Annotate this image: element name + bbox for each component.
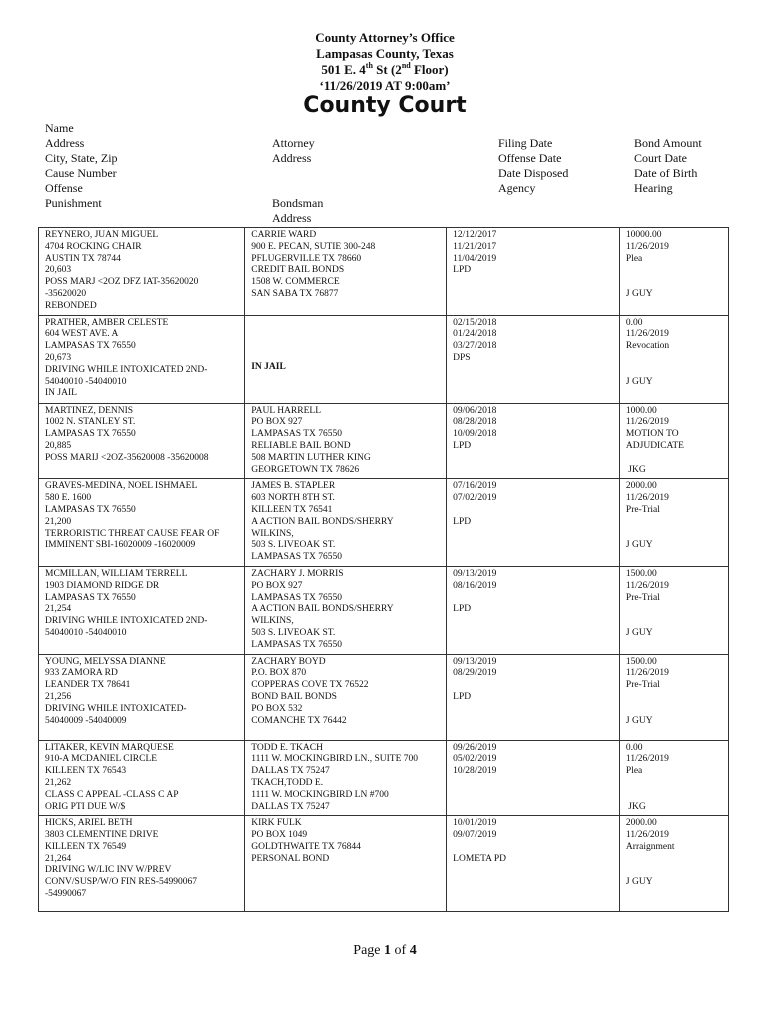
case-row: [39, 403, 729, 479]
defendant-line: 1903 DIAMOND RIDGE DR: [45, 580, 160, 591]
bond-line: [626, 365, 722, 377]
attorney-line: 1111 W. MOCKINGBIRD LN #700: [251, 789, 389, 800]
attorney-line: LAMPASAS TX 76550: [251, 592, 343, 603]
docket-datetime: ‘11/26/2019 AT 9:00am’: [319, 78, 451, 93]
bond-line: MOTION TO: [625, 429, 679, 440]
dates-line: [453, 680, 613, 692]
defendant-cell: [39, 479, 245, 567]
attorney-line: ZACHARY BOYD: [251, 656, 326, 667]
bond-line: Pre-Trial: [625, 680, 660, 691]
column-label: Date Disposed: [498, 166, 569, 180]
defendant-line: 1002 N. STANLEY ST.: [45, 417, 136, 428]
case-row: [39, 654, 729, 740]
bond-line: [626, 865, 722, 877]
office-name: County Attorney’s Office: [315, 30, 455, 45]
defendant-line: REYNERO, JUAN MIGUEL: [45, 230, 159, 240]
bond-line: Plea: [625, 766, 643, 777]
attorney-line: COMANCHE TX 76442: [251, 715, 347, 726]
defendant-line: 21,200: [45, 516, 72, 527]
attorney-cell: [245, 740, 447, 816]
attorney-line: A ACTION BAIL BONDS/SHERRY: [251, 516, 394, 527]
bond-line: 0.00: [625, 317, 643, 328]
defendant-line: 21,256: [45, 691, 72, 702]
bond-line: [626, 265, 722, 277]
defendant-line: KILLEEN TX 76543: [45, 766, 127, 777]
dates-line: LPD: [453, 604, 472, 615]
attorney-cell: [245, 654, 447, 740]
attorney-line: CREDIT BAIL BONDS: [251, 265, 345, 276]
bond-line: J GUY: [625, 288, 653, 299]
dates-line: 08/28/2018: [453, 417, 497, 428]
col-header-defendant: [45, 121, 118, 211]
attorney-line: JAMES B. STAPLER: [251, 481, 336, 492]
bond-line: [626, 692, 722, 704]
defendant-line: CLASS C APPEAL -CLASS C AP: [45, 789, 179, 800]
column-label: [272, 166, 323, 181]
dates-line: [453, 842, 613, 854]
column-label: Address: [45, 136, 85, 150]
defendant-cell: [39, 654, 245, 740]
defendant-line: 54040010 -54040010: [45, 627, 127, 638]
bond-line: J GUY: [625, 715, 653, 726]
column-label: Bondsman: [272, 196, 324, 210]
defendant-line: 21,262: [45, 777, 72, 788]
defendant-line: 933 ZAMORA RD: [45, 668, 118, 679]
bond-line: [626, 854, 722, 866]
bond-line: J GUY: [625, 627, 653, 638]
dates-line: 07/16/2019: [453, 481, 497, 492]
bond-line: Arraignment: [625, 841, 675, 852]
attorney-line: WILKINS,: [251, 616, 294, 627]
column-label: Agency: [498, 181, 536, 195]
bond-line: Plea: [625, 253, 643, 264]
defendant-line: MARTINEZ, DENNIS: [45, 405, 134, 416]
bond-line: J GUY: [625, 540, 653, 551]
dates-line: 09/13/2019: [453, 656, 497, 667]
bond-cell: [619, 479, 728, 567]
case-row: [39, 479, 729, 567]
defendant-line: DRIVING WHILE INTOXICATED-: [45, 703, 187, 714]
col-header-bond: [634, 136, 702, 196]
dates-line: 10/01/2019: [453, 818, 497, 829]
dates-line: 09/13/2019: [453, 568, 497, 579]
attorney-line: PO BOX 532: [251, 703, 303, 714]
column-label: Address: [272, 151, 312, 165]
bond-line: J GUY: [625, 877, 653, 888]
attorney-line: TODD E. TKACH: [251, 742, 323, 753]
bond-line: 11/26/2019: [625, 329, 669, 340]
dates-line: 08/16/2019: [453, 580, 497, 591]
defendant-line: ORIG PTI DUE W/$: [45, 801, 126, 812]
attorney-line: KILLEEN TX 76541: [251, 504, 333, 515]
attorney-line: PO BOX 927: [251, 417, 303, 428]
defendant-line: TERRORISTIC THREAT CAUSE FEAR OF: [45, 528, 220, 539]
dates-cell: [447, 479, 620, 567]
bond-line: 11/26/2019: [625, 417, 669, 428]
defendant-line: POSS MARIJ <2OZ-35620008 -35620008: [45, 452, 209, 463]
dates-line: 03/27/2018: [453, 341, 497, 352]
defendant-line: POSS MARJ <2OZ DFZ IAT-35620020: [45, 277, 199, 288]
bond-line: [626, 353, 722, 365]
attorney-line: LAMPASAS TX 76550: [251, 552, 343, 563]
defendant-line: 910-A MCDANIEL CIRCLE: [45, 754, 158, 765]
case-table: [38, 227, 729, 912]
dates-cell: [447, 654, 620, 740]
defendant-line: 604 WEST AVE. A: [45, 329, 119, 340]
dates-line: 09/07/2019: [453, 830, 497, 841]
defendant-cell: [39, 403, 245, 479]
defendant-line: 20,885: [45, 440, 72, 451]
bond-line: JKG: [625, 801, 646, 812]
attorney-line: COPPERAS COVE TX 76522: [251, 680, 369, 691]
dates-cell: [447, 816, 620, 912]
column-label: Name: [45, 121, 74, 135]
column-label: Court Date: [634, 151, 687, 165]
dates-line: LOMETA PD: [453, 853, 506, 864]
defendant-line: 20,673: [45, 352, 72, 363]
attorney-line: 503 S. LIVEOAK ST.: [251, 627, 336, 638]
column-label: Offense Date: [498, 151, 562, 165]
page-header: [0, 30, 770, 94]
column-label: Attorney: [272, 136, 315, 150]
dates-cell: [447, 740, 620, 816]
bond-line: [626, 453, 722, 465]
defendant-line: -35620020: [45, 288, 87, 299]
bond-line: 11/26/2019: [625, 580, 669, 591]
defendant-line: 21,254: [45, 604, 72, 615]
bond-line: Pre-Trial: [625, 592, 660, 603]
bond-line: [626, 778, 722, 790]
bond-line: 11/26/2019: [625, 493, 669, 504]
defendant-cell: [39, 566, 245, 654]
attorney-line: GEORGETOWN TX 78626: [251, 464, 360, 475]
column-label: Punishment: [45, 196, 102, 210]
defendant-line: CONV/SUSP/W/O FIN RES-54990067: [45, 877, 198, 888]
bond-line: 11/26/2019: [625, 754, 669, 765]
attorney-line: DALLAS TX 75247: [251, 801, 330, 812]
col-header-dates: [498, 136, 568, 196]
defendant-line: PRATHER, AMBER CELESTE: [45, 317, 169, 328]
bond-cell: [619, 566, 728, 654]
attorney-line: TKACH,TODD E.: [251, 777, 324, 788]
bond-line: 2000.00: [625, 481, 657, 492]
attorney-line: WILKINS,: [251, 528, 294, 539]
bond-line: [626, 517, 722, 529]
bond-line: 1000.00: [625, 405, 657, 416]
defendant-cell: [39, 315, 245, 403]
defendant-line: YOUNG, MELYSSA DIANNE: [45, 656, 166, 667]
dates-line: LPD: [453, 440, 472, 451]
dates-line: 09/26/2019: [453, 742, 497, 753]
column-label: Cause Number: [45, 166, 117, 180]
defendant-line: REBONDED: [45, 300, 97, 311]
defendant-line: LAMPASAS TX 76550: [45, 592, 136, 603]
bond-line: [626, 277, 722, 289]
defendant-line: GRAVES-MEDINA, NOEL ISHMAEL: [45, 481, 198, 492]
dates-line: 09/06/2018: [453, 405, 497, 416]
defendant-line: LAMPASAS TX 76550: [45, 504, 136, 515]
attorney-line: LAMPASAS TX 76550: [251, 639, 343, 650]
attorney-line: SAN SABA TX 76877: [251, 288, 339, 299]
dates-line: 11/21/2017: [453, 241, 497, 252]
bond-line: ADJUDICATE: [625, 440, 684, 451]
attorney-line: DALLAS TX 75247: [251, 766, 330, 777]
defendant-line: DRIVING W/LIC INV W/PREV: [45, 865, 172, 876]
attorney-cell: [245, 403, 447, 479]
column-label: Date of Birth: [634, 166, 698, 180]
dates-cell: [447, 228, 620, 316]
dates-line: 10/09/2018: [453, 429, 497, 440]
dates-line: LPD: [453, 691, 472, 702]
defendant-cell: [39, 816, 245, 912]
defendant-line: 3803 CLEMENTINE DRIVE: [45, 830, 159, 841]
bond-line: 11/26/2019: [625, 241, 669, 252]
defendant-line: 20,603: [45, 265, 72, 276]
dates-cell: [447, 566, 620, 654]
case-row: [39, 228, 729, 316]
defendant-line: LAMPASAS TX 76550: [45, 429, 136, 440]
attorney-line: PO BOX 1049: [251, 830, 308, 841]
attorney-line: GOLDTHWAITE TX 76844: [251, 841, 361, 852]
attorney-cell: [245, 816, 447, 912]
attorney-line: KIRK FULK: [251, 818, 302, 829]
dates-line: LPD: [453, 516, 472, 527]
attorney-line: PFLUGERVILLE TX 78660: [251, 253, 362, 264]
attorney-cell: [245, 479, 447, 567]
dates-line: 02/15/2018: [453, 317, 497, 328]
dates-cell: [447, 315, 620, 403]
bond-line: 11/26/2019: [625, 668, 669, 679]
bond-line: Revocation: [625, 341, 670, 352]
defendant-line: DRIVING WHILE INTOXICATED 2ND-: [45, 616, 208, 627]
defendant-line: KILLEEN TX 76549: [45, 841, 127, 852]
defendant-line: HICKS, ARIEL BETH: [45, 818, 133, 829]
defendant-line: LITAKER, KEVIN MARQUESE: [45, 742, 174, 753]
dates-line: DPS: [453, 352, 471, 363]
bond-line: 2000.00: [625, 818, 657, 829]
attorney-line: PERSONAL BOND: [251, 853, 330, 864]
defendant-line: -54990067: [45, 889, 87, 900]
dates-line: 05/02/2019: [453, 754, 497, 765]
attorney-line: ZACHARY J. MORRIS: [251, 568, 344, 579]
defendant-line: IMMINENT SBI-16020009 -16020009: [45, 540, 196, 551]
bond-line: 1500.00: [625, 656, 657, 667]
attorney-line: 503 S. LIVEOAK ST.: [251, 540, 336, 551]
bond-line: 11/26/2019: [625, 830, 669, 841]
bond-cell: [619, 315, 728, 403]
defendant-line: DRIVING WHILE INTOXICATED 2ND-: [45, 364, 208, 375]
defendant-line: 21,264: [45, 853, 72, 864]
column-label: [272, 181, 323, 196]
attorney-line: 603 NORTH 8TH ST.: [251, 493, 335, 504]
defendant-line: 580 E. 1600: [45, 493, 92, 504]
bond-line: 1500.00: [625, 568, 657, 579]
column-label: Filing Date: [498, 136, 553, 150]
col-header-attorney: [272, 136, 323, 226]
defendant-line: 4704 ROCKING CHAIR: [45, 241, 142, 252]
defendant-line: LEANDER TX 78641: [45, 680, 131, 691]
column-label: Address: [272, 211, 312, 225]
dates-cell: [447, 403, 620, 479]
case-row: [39, 315, 729, 403]
bond-line: [626, 529, 722, 541]
office-address: 501 E. 4th St (2nd Floor): [321, 61, 449, 77]
dates-line: 07/02/2019: [453, 493, 497, 504]
bond-line: [626, 616, 722, 628]
dates-line: 12/12/2017: [453, 230, 497, 240]
attorney-line: A ACTION BAIL BONDS/SHERRY: [251, 604, 394, 615]
bond-line: JKG: [625, 464, 646, 475]
dates-line: [453, 505, 613, 517]
bond-line: Pre-Trial: [625, 504, 660, 515]
column-label: Bond Amount: [634, 136, 702, 150]
defendant-line: 54040010 -54040010: [45, 376, 127, 387]
bond-cell: [619, 403, 728, 479]
page-footer: Page 1 of 4: [353, 943, 417, 958]
case-row: [39, 740, 729, 816]
dates-line: LPD: [453, 265, 472, 276]
dates-line: 11/04/2019: [453, 253, 497, 264]
attorney-cell: [245, 566, 447, 654]
attorney-line: 1508 W. COMMERCE: [251, 277, 340, 288]
attorney-line: P.O. BOX 870: [251, 668, 307, 679]
bond-line: J GUY: [625, 376, 653, 387]
column-label: Hearing: [634, 181, 673, 195]
attorney-line: PAUL HARRELL: [251, 405, 321, 416]
court-title: County Court: [303, 93, 467, 118]
attorney-line: RELIABLE BAIL BOND: [251, 440, 351, 451]
attorney-line: 1111 W. MOCKINGBIRD LN., SUITE 700: [251, 754, 419, 765]
defendant-cell: [39, 228, 245, 316]
defendant-line: LAMPASAS TX 76550: [45, 341, 136, 352]
bond-line: 0.00: [625, 742, 643, 753]
bond-line: [626, 704, 722, 716]
column-label: City, State, Zip: [45, 151, 118, 165]
bond-line: [626, 604, 722, 616]
dates-line: 08/29/2019: [453, 668, 497, 679]
attorney-line: PO BOX 927: [251, 580, 303, 591]
defendant-line: IN JAIL: [45, 388, 77, 399]
bond-line: 10000.00: [625, 230, 662, 240]
case-row: [39, 566, 729, 654]
attorney-line: 900 E. PECAN, SUTIE 300-248: [251, 241, 376, 252]
defendant-line: 54040009 -54040009: [45, 715, 127, 726]
attorney-line: CARRIE WARD: [251, 230, 317, 240]
case-row: [39, 816, 729, 912]
bond-cell: [619, 228, 728, 316]
custody-note: IN JAIL: [251, 361, 286, 372]
defendant-line: MCMILLAN, WILLIAM TERRELL: [45, 568, 188, 579]
defendant-cell: [39, 740, 245, 816]
dates-line: 01/24/2018: [453, 329, 497, 340]
dates-line: 10/28/2019: [453, 766, 497, 777]
defendant-line: AUSTIN TX 78744: [45, 253, 121, 264]
bond-line: [626, 790, 722, 802]
bond-cell: [619, 816, 728, 912]
attorney-cell: [245, 228, 447, 316]
attorney-line: BOND BAIL BONDS: [251, 691, 337, 702]
county-name: Lampasas County, Texas: [316, 46, 454, 61]
dates-line: [453, 593, 613, 605]
attorney-line: LAMPASAS TX 76550: [251, 429, 343, 440]
column-label: Offense: [45, 181, 83, 195]
bond-cell: [619, 654, 728, 740]
bond-cell: [619, 740, 728, 816]
attorney-cell: [245, 315, 447, 403]
attorney-line: 508 MARTIN LUTHER KING: [251, 452, 371, 463]
